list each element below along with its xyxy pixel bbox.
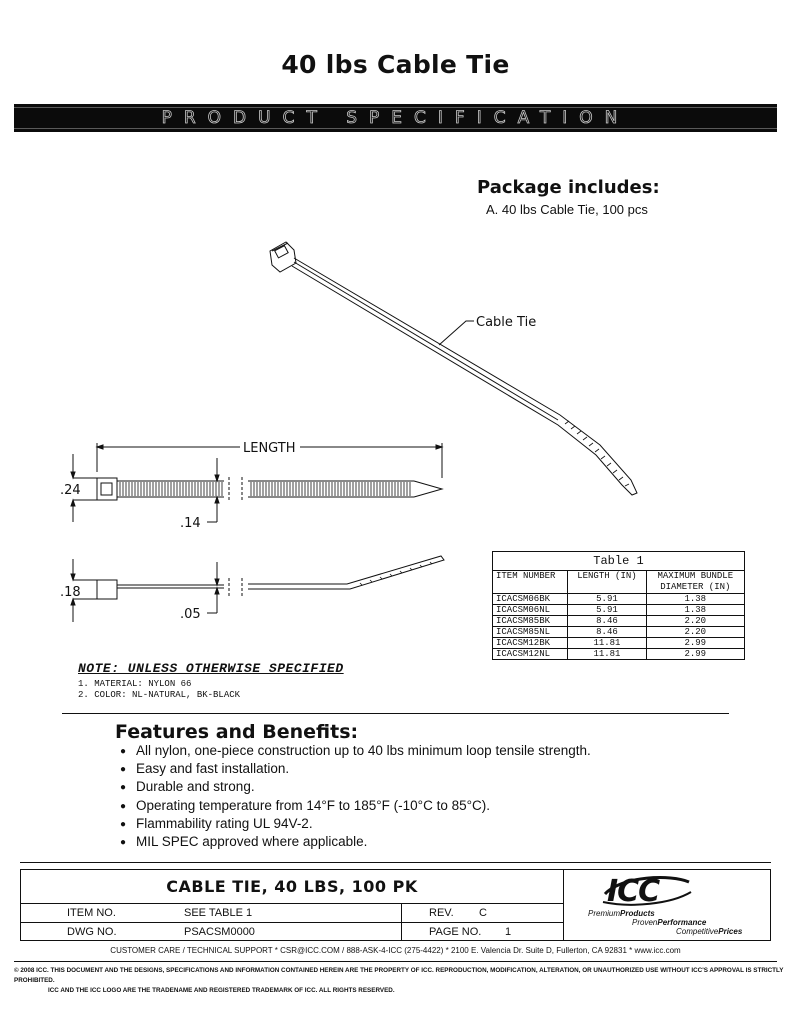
list-item: ● All nylon, one-piece construction up to 40 lbs minimum loop tensile strength. (120, 742, 591, 760)
footer-support: CUSTOMER CARE / TECHNICAL SUPPORT * CSR@ICC.COM / 888-ASK-4-ICC (275-4422) * 2100 E. Valencia Dr. Suite D, Fullerton, CA 92831 * www.icc.com (110, 946, 681, 955)
table-cell: ICACSM12BK (493, 638, 568, 649)
table-header: ITEM NUMBER (493, 571, 568, 594)
list-item: ● Flammability rating UL 94V-2. (120, 815, 591, 833)
item-value: SEE TABLE 1 (184, 907, 253, 919)
table-row (493, 638, 745, 649)
dwg-value: PSACSM0000 (184, 926, 255, 938)
list-item: ● Durable and strong. (120, 778, 591, 796)
list-item: ● Operating temperature from 14°F to 185°F (-10°C to 85°C). (120, 797, 591, 815)
table-cell: ICACSM06NL (493, 605, 568, 616)
dim-height-top: .24 (60, 483, 81, 498)
features-list (120, 742, 591, 851)
note-line: 1. MATERIAL: NYLON 66 (78, 679, 192, 689)
item-label: ITEM NO. (67, 907, 116, 919)
title-block-row (21, 923, 564, 941)
icc-logo (565, 870, 770, 940)
note-heading: NOTE: UNLESS OTHERWISE SPECIFIED (78, 661, 344, 676)
table-row (493, 605, 745, 616)
cable-tie-side-view (71, 556, 444, 622)
list-item: ● MIL SPEC approved where applicable. (120, 833, 591, 851)
table-header: MAXIMUM BUNDLE DIAMETER (IN) (646, 571, 744, 594)
table-cell: 2.20 (646, 627, 744, 638)
note-line: 2. COLOR: NL-NATURAL, BK-BLACK (78, 690, 241, 700)
table-cell: 1.38 (646, 605, 744, 616)
logo-tagline: ProvenPerformance (632, 918, 707, 927)
table-cell: 1.38 (646, 594, 744, 605)
dim-height-side: .18 (60, 585, 81, 600)
divider (14, 961, 777, 962)
table-cell: 8.46 (568, 627, 646, 638)
logo-brand: ICC (607, 874, 660, 909)
legal-line: © 2008 ICC. THIS DOCUMENT AND THE DESIGNS, SPECIFICATIONS AND INFORMATION CONTAINED HEREIN ARE THE PROPERTY OF ICC. REPRODUCTION, MODIFICATION, ALTERATION, OR UNAUTHORIZED USE WITHOUT ICC'S APPROVAL IS STRICTLY PROHIBITED. (14, 967, 784, 984)
page-title: 40 lbs Cable Tie (281, 50, 510, 79)
list-item: ● Easy and fast installation. (120, 760, 591, 778)
dim-thickness-side: .05 (180, 607, 201, 622)
table-cell: ICACSM85NL (493, 627, 568, 638)
table-row (493, 594, 745, 605)
package-heading: Package includes: (477, 177, 660, 198)
logo-tagline: PremiumProducts (588, 909, 655, 918)
dim-length: LENGTH (243, 441, 296, 456)
page-label: PAGE NO. (429, 926, 482, 938)
divider (20, 862, 771, 863)
title-block-row (21, 904, 564, 923)
spec-banner-text: PRODUCT SPECIFICATION (161, 108, 630, 128)
table-cell: 11.81 (568, 649, 646, 660)
table-cell: 2.99 (646, 638, 744, 649)
package-item: A. 40 lbs Cable Tie, 100 pcs (486, 202, 648, 217)
page-value: 1 (505, 926, 512, 938)
table-header: LENGTH (IN) (568, 571, 646, 594)
dwg-label: DWG NO. (67, 926, 117, 938)
table-cell: 2.99 (646, 649, 744, 660)
rev-label: REV. (429, 907, 454, 919)
table-cell: 2.20 (646, 616, 744, 627)
table-cell: ICACSM12NL (493, 649, 568, 660)
cable-tie-perspective (270, 242, 637, 495)
table-row (493, 649, 745, 660)
features-heading: Features and Benefits: (115, 721, 359, 743)
table-cell: ICACSM85BK (493, 616, 568, 627)
footer-legal (14, 966, 784, 996)
logo-tagline: CompetitivePrices (676, 927, 743, 936)
legal-line: ICC AND THE ICC LOGO ARE THE TRADENAME AND REGISTERED TRADEMARK OF ICC. ALL RIGHTS RESERVED. (48, 987, 395, 994)
rev-value: C (479, 907, 487, 919)
title-block (20, 869, 771, 941)
table-cell: 11.81 (568, 638, 646, 649)
table-cell: ICACSM06BK (493, 594, 568, 605)
drawing-title: CABLE TIE, 40 LBS, 100 PK (21, 870, 564, 904)
table-cell: 8.46 (568, 616, 646, 627)
table-cell: 5.91 (568, 594, 646, 605)
callout-cable-tie: Cable Tie (476, 315, 537, 330)
spec-table (492, 551, 745, 660)
table-cell: 5.91 (568, 605, 646, 616)
dim-thickness-top: .14 (180, 516, 201, 531)
table-row (493, 627, 745, 638)
divider (62, 713, 729, 714)
table-row (493, 616, 745, 627)
table-caption: Table 1 (493, 552, 745, 571)
